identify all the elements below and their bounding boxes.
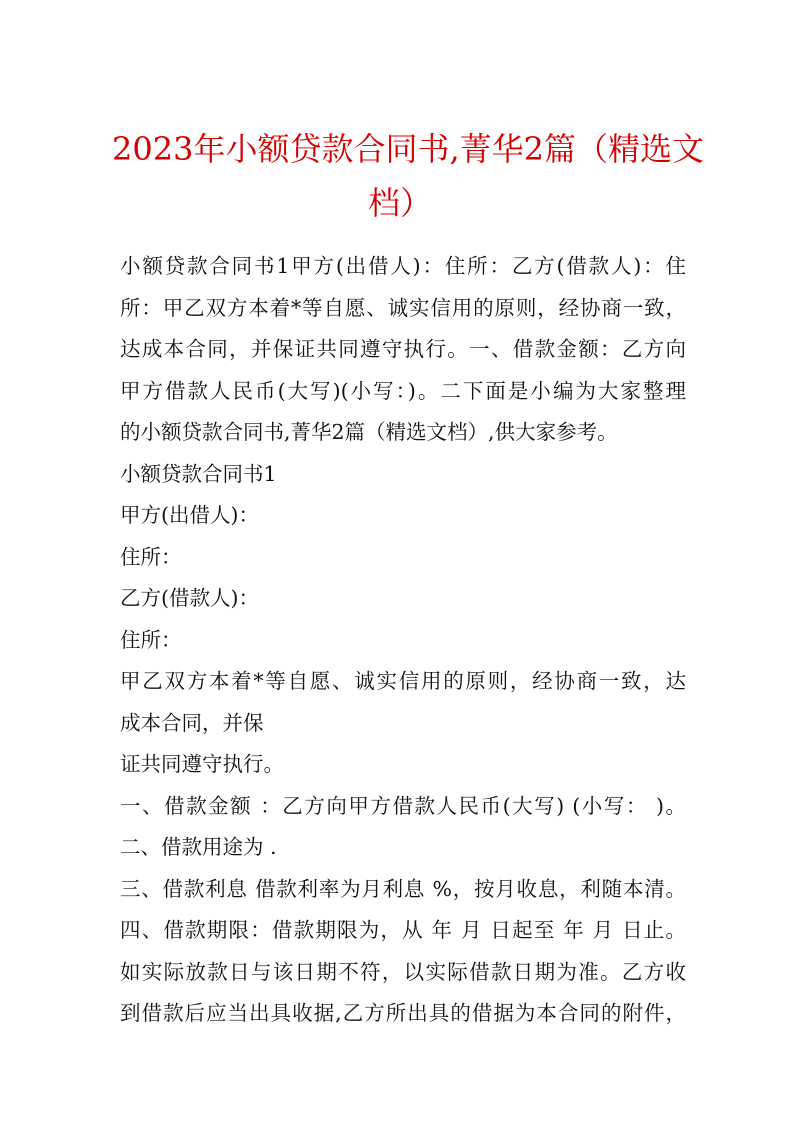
title-line-2: 档） (367, 184, 432, 222)
body-line: 乙方(借款人)： (120, 586, 259, 610)
body-line: 二、借款用途为 . (120, 835, 277, 859)
body-line: 一、借款金额 ：乙方向甲方借款人民币(大写) (小写： )。 (120, 793, 686, 818)
body-line: 所：甲乙双方本着*等自愿、诚实信用的原则，经协商一致， (120, 295, 686, 320)
body-line: 如实际放款日与该日期不符，以实际借款日期为准。乙方收 (120, 959, 686, 984)
document-body (120, 246, 686, 1035)
body-line: 证共同遵守执行。 (120, 752, 284, 776)
body-line: 甲方(出借人)： (120, 503, 259, 527)
body-line: 住所： (120, 544, 182, 569)
body-line: 的小额贷款合同书,菁华2篇（精选文档）,供大家参考。 (120, 420, 618, 444)
body-line: 四、借款期限：借款期限为，从 年 月 日起至 年 月 日止。 (120, 918, 686, 942)
body-line: 小额贷款合同书1甲方(出借人)：住所：乙方(借款人)：住 (120, 254, 686, 278)
body-line: 达成本合同，并保证共同遵守执行。一、借款金额：乙方向 (120, 337, 686, 361)
body-line: 到借款后应当出具收据,乙方所出具的借据为本合同的附件， (120, 1001, 686, 1025)
body-line: 住所： (120, 627, 182, 652)
document-title (112, 122, 704, 230)
body-line: 成本合同，并保 (120, 710, 264, 735)
body-line: 三、借款利息 借款利率为月利息 %，按月收息，利随本清。 (120, 876, 686, 901)
body-line: 甲方借款人民币(大写)(小写：)。二下面是小编为大家整理 (120, 378, 686, 403)
body-line: 甲乙双方本着*等自愿、诚实信用的原则，经协商一致，达 (120, 669, 686, 693)
title-line-1: 2023年小额贷款合同书,菁华2篇（精选文 (112, 130, 704, 168)
body-line: 小额贷款合同书1 (120, 461, 277, 486)
